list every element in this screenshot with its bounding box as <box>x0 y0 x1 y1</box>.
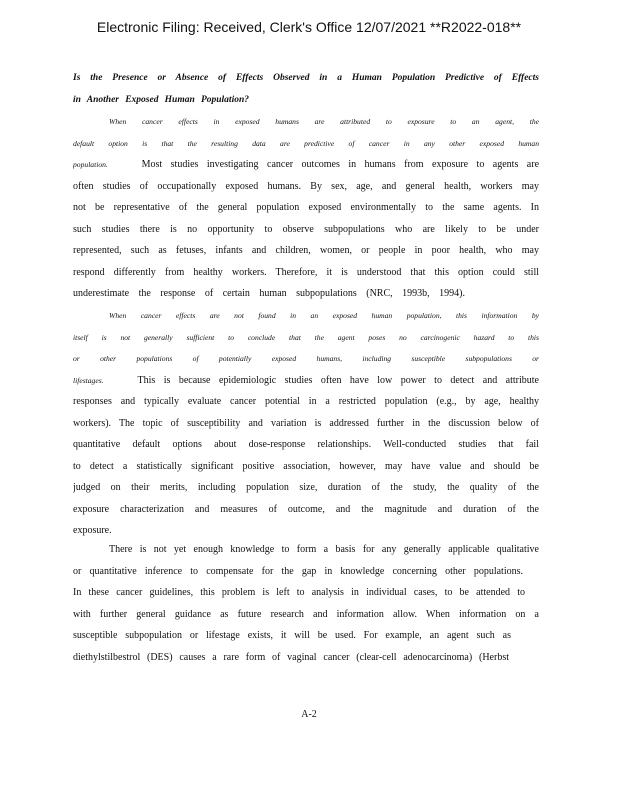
p1-line: respond differently from healthy workers. Therefore, it is understood that this option could still <box>73 266 539 278</box>
filing-header: Electronic Filing: Received, Clerk's Office 12/07/2021 **R2022-018** <box>96 19 522 35</box>
p1-line: often studies of occupationally exposed humans. By sex, age, and general health, workers may <box>73 180 539 192</box>
p2-line: workers). The topic of susceptibility and variation is addressed further in the discussion below of <box>73 417 539 429</box>
paragraph-1 <box>73 111 539 305</box>
p3-line: or quantitative inference to compensate for the gap in knowledge concerning other populations. <box>73 565 523 577</box>
p2-line: exposure characterization and measures of outcome, and the magnitude and duration of the <box>73 503 539 515</box>
p2-line: quantitative default options about dose-response relationships. Well-conducted studies that fail <box>73 439 539 450</box>
page-number: A-2 <box>301 709 317 720</box>
p2-line: or other populations of potentially exposed humans, including susceptible subpopulations or <box>73 354 539 363</box>
p3-line: In these cancer guidelines, this problem is left to analysis in individual cases, to be attended to <box>73 587 525 598</box>
p3-line: with further general guidance as future research and information allow. When information on a <box>73 608 539 620</box>
p3-line: There is not yet enough knowledge to form a basis for any generally applicable qualitative <box>109 544 539 555</box>
p2-line: exposure. <box>73 525 112 536</box>
p2-line: judged on their merits, including population size, duration of the study, the quality of the <box>73 482 539 493</box>
p2-line: lifestages. This is because epidemiologic studies often have low power to detect and attribute <box>73 374 539 386</box>
paragraph-2 <box>73 305 539 542</box>
heading-line-1: Is the Presence or Absence of Effects Observed in a Human Population Predictive of Effects <box>73 73 539 83</box>
heading-line-2: in Another Exposed Human Population? <box>73 94 249 105</box>
p3-line: susceptible subpopulation or lifestage exists, it will be used. For example, an agent such as <box>73 630 511 641</box>
p3-line: diethylstilbestrol (DES) causes a rare form of vaginal cancer (clear-cell adenocarcinoma) (Herbst <box>73 651 509 663</box>
p1-line: population. Most studies investigating cancer outcomes in humans from exposure to agents are <box>73 159 539 170</box>
p2-line: itself is not generally sufficient to conclude that the agent poses no carcinogenic hazard to this <box>73 332 539 342</box>
p1-line: such studies there is no opportunity to observe subpopulations who are likely to be under <box>73 223 539 235</box>
paragraph-3 <box>73 539 539 668</box>
p1-line: default option is that the resulting data are predictive of cancer in any other exposed human <box>73 138 539 148</box>
p1-line: not be representative of the general population exposed environmentally to the same agents. In <box>73 202 539 213</box>
p2-line: When cancer effects are not found in an exposed human population, this information by <box>109 311 539 320</box>
section-heading <box>73 68 539 111</box>
p1-line: represented, such as fetuses, infants and children, women, or people in poor health, who may <box>73 245 539 256</box>
p2-line: responses and typically evaluate cancer potential in a restricted population (e.g., by age, healthy <box>73 396 539 407</box>
p1-line: When cancer effects in exposed humans are attributed to exposure to an agent, the <box>109 117 539 126</box>
p1-line: underestimate the response of certain human subpopulations (NRC, 1993b, 1994). <box>73 288 465 299</box>
p2-line: to detect a statistically significant positive association, however, may have value and should be <box>73 460 539 472</box>
